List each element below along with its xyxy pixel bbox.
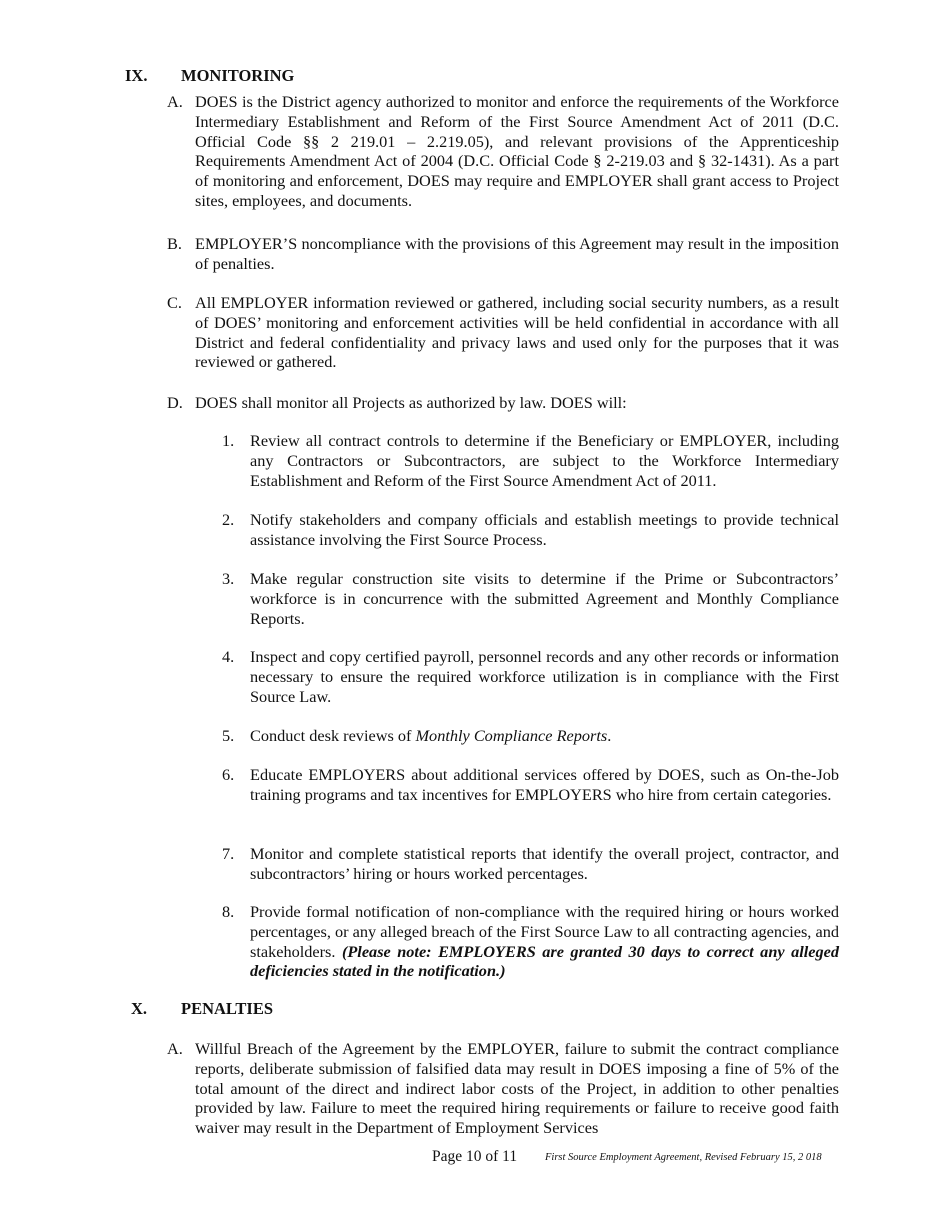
- item-label: A.: [167, 1039, 183, 1058]
- document-revision: First Source Employment Agreement, Revised February 15, 2 018: [545, 1152, 822, 1163]
- item-label: B.: [167, 234, 182, 253]
- item-text-end: .: [607, 726, 612, 745]
- item-text: Review all contract controls to determine if the Beneficiary or EMPLOYER, including any Contractors or Subcontractors, are subject to the Workforce Intermediary Establishment and Reform of the First Source Amendment Act of 2011.: [250, 431, 839, 490]
- paragraph-ix-b: [167, 234, 839, 274]
- paragraph-ix-d: [167, 393, 839, 413]
- list-item-3: [222, 569, 839, 628]
- list-item-4: [222, 647, 839, 706]
- section-title: MONITORING: [181, 66, 295, 85]
- item-text: Make regular construction site visits to determine if the Prime or Subcontractors’ workforce is in concurrence with the submitted Agreement and Monthly Compliance Reports.: [250, 569, 839, 628]
- item-text: Inspect and copy certified payroll, personnel records and any other records or information necessary to ensure the required workforce utilization is in compliance with the First Source Law.: [250, 647, 839, 706]
- item-label: 2.: [222, 510, 235, 529]
- item-text: DOES is the District agency authorized to monitor and enforce the requirements of the Workforce Intermediary Establishment and Reform of the First Source Amendment Act of 2011 (D.C. Official Code §§ 2 219.01 – 2.219.05), and relevant provisions of the Apprenticeship Requirements Amendment Act of 2004 (D.C. Official Code § 2-219.03 and § 32-1431). As a part of monitoring and enforcement, DOES may require and EMPLOYER shall grant access to Project sites, employees, and documents.: [195, 92, 839, 210]
- grace-period-note: (Please note: EMPLOYERS are granted 30 days to correct any alleged deficiencies stated in the notification.): [250, 941, 839, 981]
- item-label: 4.: [222, 647, 235, 666]
- item-text: EMPLOYER’S noncompliance with the provisions of this Agreement may result in the imposition of penalties.: [195, 234, 839, 273]
- item-text: [250, 902, 839, 981]
- item-label: C.: [167, 293, 182, 312]
- item-text-main: Provide formal notification of non-compliance with the required hiring or hours worked percentages, or any alleged breach of the First Source Law to all contracting agencies, and stakeholders.: [250, 902, 839, 961]
- item-text: Monitor and complete statistical reports that identify the overall project, contractor, and subcontractors’ hiring or hours worked percentages.: [250, 844, 839, 883]
- item-label: A.: [167, 92, 183, 111]
- list-item-7: [222, 844, 839, 884]
- item-text: Educate EMPLOYERS about additional services offered by DOES, such as On-the-Job training programs and tax incentives for EMPLOYERS who hire from certain categories.: [250, 765, 839, 804]
- paragraph-ix-a: [167, 92, 839, 211]
- paragraph-x-a: [167, 1039, 839, 1138]
- list-item-8: [222, 902, 839, 981]
- list-item-1: [222, 431, 839, 490]
- section-number: IX.: [125, 66, 148, 85]
- page-number: Page 10 of 11: [432, 1148, 518, 1165]
- paragraph-ix-c: [167, 293, 839, 372]
- item-text: Willful Breach of the Agreement by the EMPLOYER, failure to submit the contract compliance reports, deliberate submission of falsified data may result in DOES imposing a fine of 5% of the total amount of the direct and indirect labor costs of the Project, in addition to other penalties provided by law. Failure to meet the required hiring requirements or failure to receive good faith waiver may result in the Department of Employment Services: [195, 1039, 839, 1138]
- item-text: DOES shall monitor all Projects as authorized by law. DOES will:: [195, 393, 627, 412]
- item-label: 5.: [222, 726, 235, 745]
- item-label: 6.: [222, 765, 235, 784]
- item-label: 3.: [222, 569, 235, 588]
- item-text: [250, 726, 839, 746]
- report-title-emphasis: Monthly Compliance Reports: [415, 726, 608, 745]
- item-text: All EMPLOYER information reviewed or gathered, including social security numbers, as a result of DOES’ monitoring and enforcement activities will be held confidential in accordance with all District and federal confidentiality and privacy laws and used only for the purposes that it was reviewed or gathered.: [195, 293, 839, 372]
- item-label: D.: [167, 393, 183, 412]
- section-number: X.: [131, 999, 148, 1018]
- list-item-2: [222, 510, 839, 550]
- item-label: 8.: [222, 902, 235, 921]
- list-item-5: [222, 726, 839, 746]
- list-item-6: [222, 765, 839, 805]
- item-label: 7.: [222, 844, 235, 863]
- item-label: 1.: [222, 431, 235, 450]
- page-footer: [0, 1147, 950, 1169]
- section-title: PENALTIES: [181, 999, 274, 1018]
- item-text: Notify stakeholders and company officials and establish meetings to provide technical assistance involving the First Source Process.: [250, 510, 839, 549]
- item-text-lead: Conduct desk reviews of: [250, 726, 416, 745]
